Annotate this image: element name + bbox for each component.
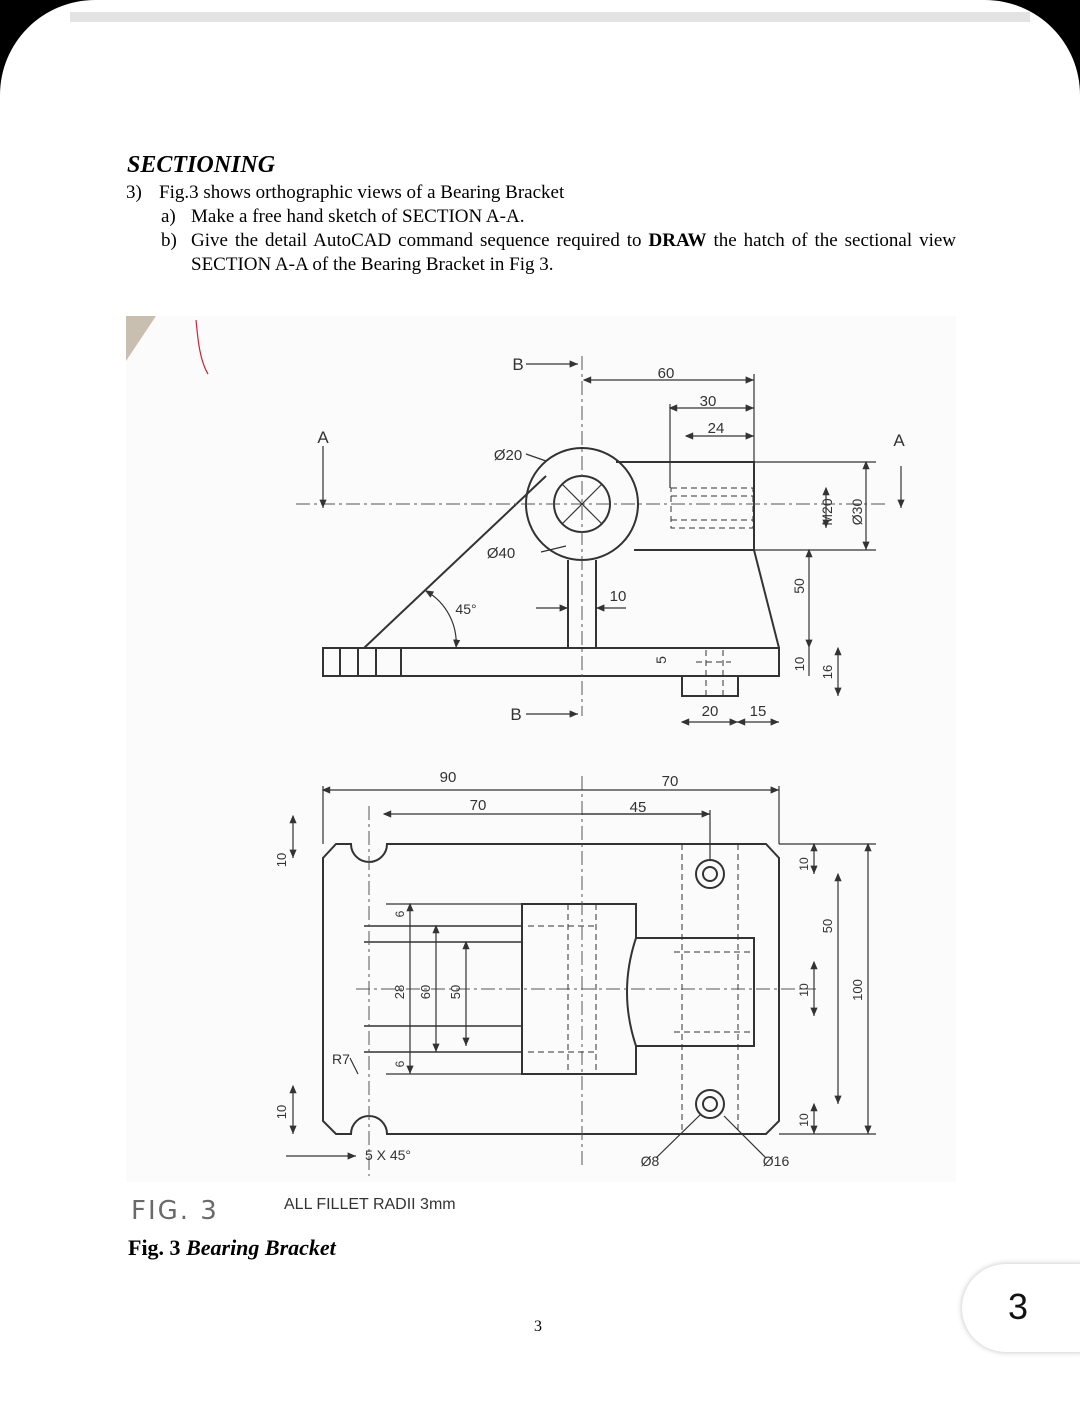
page-indicator[interactable] <box>962 1264 1080 1352</box>
dim-10-right-top: 10 <box>797 857 811 871</box>
dim-10-top-left: 10 <box>274 852 289 868</box>
dim-dia20: Ø20 <box>493 447 523 464</box>
dim-r7: R7 <box>332 1051 350 1067</box>
dim-chamfer: 5 X 45° <box>364 1147 412 1163</box>
dim-50-plan-left: 50 <box>448 984 463 1000</box>
question-part-b <box>161 229 956 277</box>
dim-90: 90 <box>439 769 457 786</box>
section-b-bottom-label: B <box>510 705 522 724</box>
part-text-end: the hatch of the sectional view SECTION A-A of the Bearing Bracket in Fig 3. <box>191 230 957 275</box>
page-number: 3 <box>534 1318 542 1335</box>
part-label: b) <box>161 230 177 251</box>
dim-70-left: 70 <box>469 797 487 814</box>
dim-15: 15 <box>749 703 767 720</box>
dim-60: 60 <box>657 365 675 382</box>
dim-angle-45: 45° <box>455 601 477 617</box>
dim-dia40: Ø40 <box>486 545 516 562</box>
dim-dia30: Ø30 <box>849 498 865 526</box>
dim-10-right-mid: 10 <box>797 983 811 997</box>
dim-10-base: 10 <box>792 656 807 672</box>
dim-6-top: 6 <box>393 910 407 918</box>
page-indicator-number: 3 <box>1008 1286 1029 1327</box>
dim-dia16: Ø16 <box>762 1153 790 1169</box>
section-a-left-label: A <box>317 428 329 447</box>
question-part-a <box>161 205 956 229</box>
dim-30: 30 <box>699 393 717 410</box>
dim-100: 100 <box>850 979 865 1001</box>
front-view <box>323 448 779 696</box>
part-text: Make a free hand sketch of SECTION A-A. <box>191 206 525 227</box>
section-b-top-label: B <box>512 355 524 374</box>
figure-label: FIG. 3 <box>131 1196 219 1226</box>
dim-10-bottom-left: 10 <box>274 1104 289 1120</box>
pen-mark <box>196 320 208 374</box>
dim-5: 5 <box>653 656 669 664</box>
caption-title: Bearing Bracket <box>186 1235 336 1260</box>
bearing-bracket-figure <box>126 316 956 1182</box>
dim-60-plan: 60 <box>418 984 433 1000</box>
part-label: a) <box>161 206 176 227</box>
dim-50-front: 50 <box>791 578 807 594</box>
section-a-right-label: A <box>893 431 905 450</box>
question-block <box>126 181 956 277</box>
scan-corner <box>126 316 156 361</box>
question-intro: Fig.3 shows orthographic views of a Bearing Bracket <box>159 182 565 203</box>
dim-6-bottom: 6 <box>393 1060 407 1068</box>
dim-20: 20 <box>701 703 719 720</box>
dim-dia8: Ø8 <box>640 1153 660 1169</box>
dim-50-plan-right: 50 <box>820 918 835 934</box>
dim-m20: M20 <box>819 498 835 526</box>
dim-16: 16 <box>820 664 835 680</box>
part-text <box>191 229 956 277</box>
dim-45: 45 <box>629 799 647 816</box>
part-bold-word: DRAW <box>648 230 707 251</box>
dim-24: 24 <box>707 420 725 437</box>
section-heading: SECTIONING <box>127 152 276 178</box>
top-bar <box>70 12 1030 22</box>
part-text-start: Give the detail AutoCAD command sequence required to <box>191 230 649 251</box>
question-number: 3) <box>126 182 142 203</box>
dim-28: 28 <box>392 984 407 1000</box>
fillet-note: ALL FILLET RADII 3mm <box>284 1196 456 1213</box>
dim-10-right-bottom: 10 <box>797 1113 811 1127</box>
dim-10-web: 10 <box>609 588 627 605</box>
caption-prefix: Fig. 3 <box>128 1235 181 1260</box>
engineering-drawing <box>126 316 956 1182</box>
dim-70-right: 70 <box>661 773 679 790</box>
figure-caption <box>128 1235 336 1261</box>
